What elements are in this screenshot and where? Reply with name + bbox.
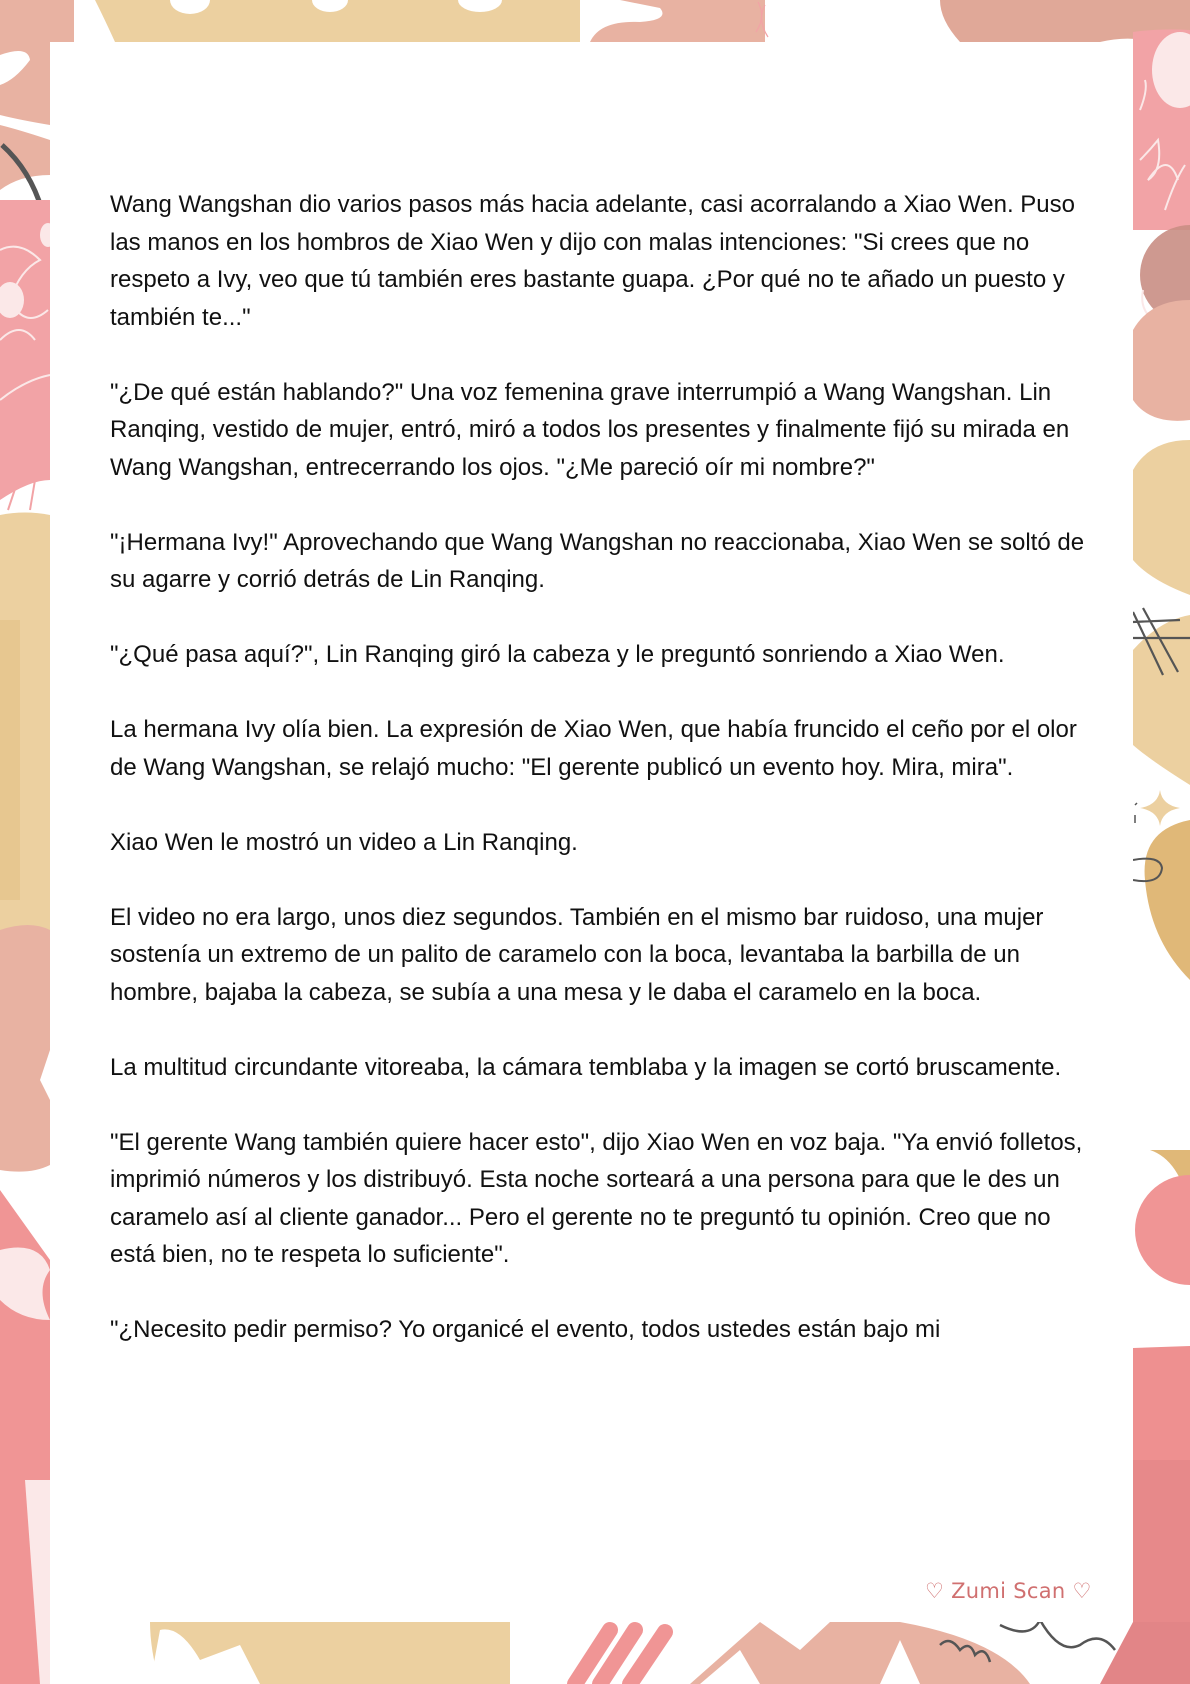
paragraph: La multitud circundante vitoreaba, la cámara temblaba y la imagen se cortó bruscamente. xyxy=(110,1053,1062,1081)
paragraph: Xiao Wen le mostró un video a Lin Ranqing. xyxy=(110,828,578,856)
peach-blob-top-center xyxy=(590,0,765,42)
peach-column-left xyxy=(0,925,50,1172)
pink-strokes-bottom xyxy=(575,1630,665,1684)
sand-blob-right-1 xyxy=(1133,440,1190,595)
document-body xyxy=(110,186,1095,1386)
paragraph: "El gerente Wang también quiere hacer esto", dijo Xiao Wen en voz baja. "Ya envió folletos, imprimió números y los distribuyó. Esta noche sorteará a una persona para que le des un caramelo así al cliente ganador... Pero el gerente no te preguntó tu opinión. Creo que no está bien, no te respeta lo suficiente". xyxy=(110,1128,1083,1268)
paragraph: "¿Qué pasa aquí?", Lin Ranqing giró la cabeza y le preguntó sonriendo a Xiao Wen. xyxy=(110,641,1005,668)
paragraph: "¿De qué están hablando?" Una voz femenina grave interrumpió a Wang Wangshan. Lin Ranqing, vestido de mujer, entró, miró a todos los presentes y finalmente fijó su mirada en Wang Wangshan, entrecerrando los ojos. "¿Me pareció oír mi nombre?" xyxy=(110,378,1070,481)
paragraph: Wang Wangshan dio varios pasos más hacia adelante, casi acorralando a Xiao Wen. Puso las manos en los hombros de Xiao Wen y dijo con malas intenciones: "Si crees que no respeto a Ivy, veo que tú también eres bastante guapa. ¿Por qué no te añado un puesto y también te..." xyxy=(110,191,1075,331)
sand-blob-right-3 xyxy=(1145,820,1190,980)
pink-column-left xyxy=(0,200,50,500)
paragraph: "¿Necesito pedir permiso? Yo organicé el evento, todos ustedes están bajo mi xyxy=(110,1316,941,1343)
paragraph: La hermana Ivy olía bien. La expresión de Xiao Wen, que había fruncido el ceño por el olor de Wang Wangshan, se relajó mucho: "El gerente publicó un evento hoy. Mira, mira". xyxy=(110,716,1077,781)
paragraph: "¡Hermana Ivy!" Aprovechando que Wang Wangshan no reaccionaba, Xiao Wen se soltó de su agarre y corrió detrás de Lin Ranqing. xyxy=(110,528,1085,593)
paragraph: El video no era largo, unos diez segundos. También en el mismo bar ruidoso, una mujer sostenía un extremo de un palito de caramelo con la boca, levantaba la barbilla de un hombre, bajaba la cabeza, se subía a una mesa y le daba el caramelo en la boca. xyxy=(110,903,1044,1006)
watermark: ♡ Zumi Scan ♡ xyxy=(925,1579,1092,1603)
sparkle-doodle xyxy=(1140,790,1180,826)
